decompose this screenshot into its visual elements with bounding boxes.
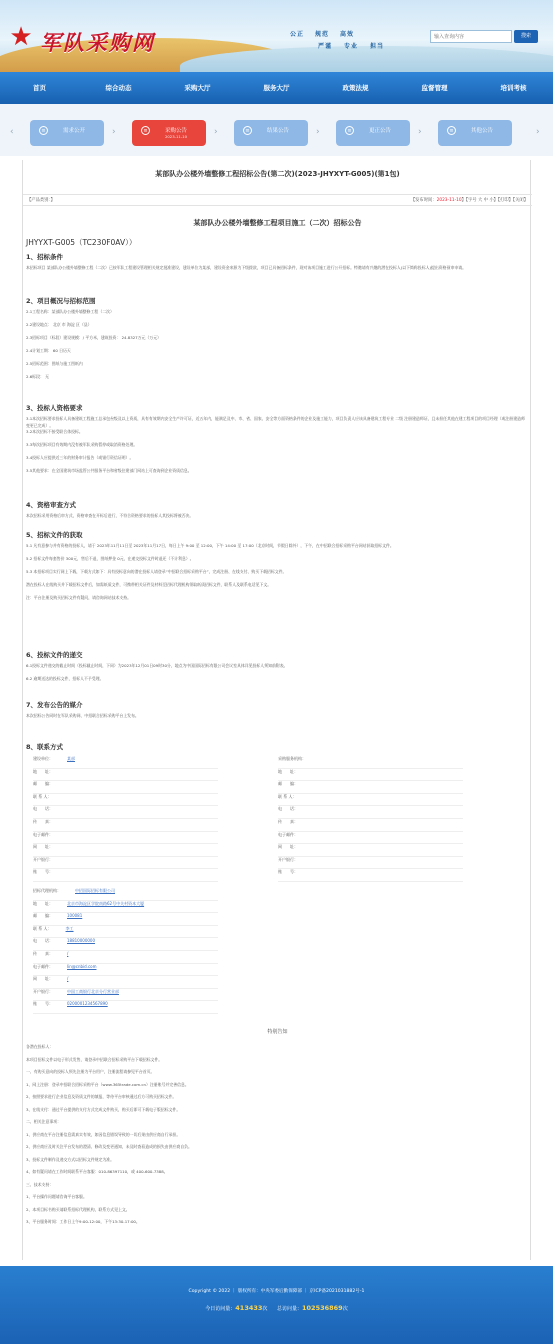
document-icon: ≡ <box>141 126 150 135</box>
contact-value: / <box>67 976 69 982</box>
contact-label: 招标代理机构： <box>33 888 61 893</box>
site-logo-text[interactable]: 军队采购网 <box>40 30 155 55</box>
footer-copyright: Copyright © 2022 ｜ 版权所有：中央军委后勤保障部 ｜ 京ICP备2021031882号-1 <box>188 1289 365 1294</box>
section-heading: 6、投标文件的递交 <box>26 651 83 659</box>
notice-line: 3、在线支付：通过平台提供的支付方式完成文件购买，购买后即可下载电子版招标文件。 <box>26 1106 181 1112</box>
document-title: 某部队办公楼外墙整修工程项目施工（二次）招标公告 <box>193 219 362 227</box>
notice-line: 三、技术支持： <box>26 1181 54 1187</box>
publish-time: 2023-11-10 <box>436 198 462 203</box>
document-code: JHYYXT-G005（TC230F0AV）） <box>26 238 137 247</box>
contact-label: 建设单位： <box>33 756 53 761</box>
section-paragraph: 本招标项目 某部队办公楼外墙整修工程（二次）已按军队工程建设管理相关规定批准建设，建设单位为某部，建设资金来源为下级拨款，项目已具备招标条件，现对该项目施工进行公开招标。特邀请有兴趣的潜在投标人(以下简称投标人)提出资格预审申请。 <box>26 265 467 270</box>
contact-row <box>278 832 463 845</box>
notice-line: 3、投标文件制作及递交方式以招标文件规定为准。 <box>26 1156 115 1162</box>
contact-row <box>33 989 218 1002</box>
contact-row <box>278 844 463 857</box>
chevron-right-icon: › <box>112 127 116 137</box>
section-paragraph: 5.1 凡有意参与并有资格的投标人，请于 2023年11月11日至 2023年11月17日，每日上午 9:00 至 12:00，下午 14:00 至 17:00（北京时间，节假日除外），下午，在中招联合招标采购平台网站获取招标文件。 <box>26 543 394 548</box>
contact-row <box>33 756 218 769</box>
notice-line: 1、供应商在平台注册信息需真实有效，如因信息错误导致的一切后果由供应商自行承担。 <box>26 1131 181 1137</box>
meta-actions[interactable]: 】【字号 大 中 小】【打印】【关闭】 <box>461 198 528 203</box>
section-heading: 8、联系方式 <box>26 743 64 751</box>
slogan-5: 专业 <box>344 43 359 50</box>
contacts-left <box>33 756 218 882</box>
product-category: 【产品类别：】 <box>27 198 55 203</box>
contact-value: 某部 <box>67 756 75 761</box>
nav-news[interactable]: 综合动态 <box>105 84 132 92</box>
contact-label: 联 系 人： <box>33 793 52 799</box>
step-result[interactable] <box>234 120 308 146</box>
notice-line: 二、相关注意事项： <box>26 1119 62 1124</box>
contact-row <box>33 901 218 914</box>
unit: 次 <box>342 1306 348 1312</box>
contact-label: 网 址： <box>33 844 53 850</box>
contact-row <box>33 781 218 794</box>
chevron-left-icon[interactable]: ‹ <box>10 127 14 137</box>
section-paragraph: 潜在投标人在线购买并下载招标文件后，如需纸质文件，可携带相关证件及材料至招标代理机构领取纸质招标文件，联系人及联系电话见下文。 <box>26 582 272 587</box>
section-heading: 1、招标条件 <box>26 253 64 261</box>
notice-line: 2、供应商应及时关注平台发布的澄清、修改及变更通知，未及时查看造成的损失由供应商自负。 <box>26 1144 192 1149</box>
contact-label: 邮 编： <box>33 913 53 919</box>
contact-row <box>33 1001 218 1014</box>
section-heading: 2、项目概况与招标范围 <box>26 297 96 305</box>
slogan-1: 公正 <box>290 31 305 38</box>
contact-label: 电 话： <box>33 806 53 812</box>
contact-row <box>278 819 463 832</box>
search-button[interactable]: 搜索 <box>514 30 538 43</box>
contact-row <box>278 794 463 807</box>
contact-label: 联 系 人： <box>278 793 297 799</box>
contact-row <box>33 832 218 845</box>
section-paragraph: 6.2 逾期送达的投标文件，招标人不予受理。 <box>26 676 104 681</box>
contact-value: 中招国际招标有限公司 <box>75 888 115 893</box>
contact-label: 电 话： <box>33 938 53 944</box>
contact-row <box>278 869 463 882</box>
contact-row <box>33 769 218 782</box>
contact-value: 中国工商银行北京分行营业部 <box>67 988 119 994</box>
contact-label: 电子邮件： <box>278 831 298 837</box>
chevron-right-icon: › <box>418 127 422 137</box>
nav-home[interactable]: 首页 <box>33 84 46 92</box>
today-visits: 413433 <box>235 1304 263 1312</box>
contact-label: 开户银行： <box>33 988 53 994</box>
contact-label: 传 真： <box>33 950 53 956</box>
nav-service-hall[interactable]: 服务大厅 <box>263 84 290 92</box>
contact-label: 网 址： <box>278 844 298 850</box>
slogan-4: 严谨 <box>318 43 333 50</box>
contact-row <box>33 794 218 807</box>
contact-label: 开户银行： <box>33 856 53 862</box>
nav-training[interactable]: 培训考核 <box>500 84 527 92</box>
contact-row <box>33 844 218 857</box>
section-heading: 5、招标文件的获取 <box>26 531 83 539</box>
star-logo-icon: ★ <box>9 22 33 52</box>
contact-value: 李工 <box>65 925 74 931</box>
notice-title: 特别告知 <box>267 1029 288 1035</box>
step-label: 其他公告 <box>470 128 493 134</box>
section-paragraph: 5.2 招标文件每套售价 300元，售后不退，图纸押金 0元，在递交投标文件时退还（不计利息）。 <box>26 556 194 561</box>
main-nav <box>0 72 553 104</box>
contact-row <box>33 857 218 870</box>
section-paragraph: 注：平台注册及购买招标文件有疑问，请咨询网站技术支持。 <box>26 595 132 600</box>
publish-time-label: 【发布时间： <box>410 198 437 203</box>
agency-contacts <box>33 888 218 1014</box>
contact-label: 账 号： <box>33 1001 53 1007</box>
contact-row <box>33 913 218 926</box>
step-other[interactable] <box>438 120 512 146</box>
section-paragraph: 6.1投标文件递交的截止时间（投标截止时间，下同）为2023年12月01日09时30分，地点为中国国际招标有限公司会议室具体详见投标人须知前附表。 <box>26 663 288 668</box>
contact-row <box>278 806 463 819</box>
section-heading: 7、发布公告的媒介 <box>26 701 83 709</box>
contact-row <box>33 976 218 989</box>
section-paragraph: 2.1工程名称：某部队办公楼外墙整修工程（二次） <box>26 309 114 314</box>
contact-label: 传 真： <box>33 818 53 824</box>
section-paragraph: 2.3招标项目（标段）建设规模：/ 平方米，建筑投资： 24.8327万元（万元） <box>26 335 161 340</box>
section-paragraph: 本次招标公告同时在军队采购网、中招联合招标采购平台上发布。 <box>26 713 139 718</box>
search-input[interactable] <box>430 30 512 43</box>
contact-label: 电子邮件： <box>33 963 53 969</box>
contact-row <box>278 781 463 794</box>
notice-line: 1、平台操作问题请咨询平台客服。 <box>26 1194 87 1199</box>
slogan-2: 规范 <box>315 31 330 38</box>
notice-line: 3、平台服务时间：工作日上午9:00-12:00，下午13:30-17:00。 <box>26 1219 140 1224</box>
contact-label: 传 真： <box>278 818 298 824</box>
step-label: 需求公开 <box>62 128 85 134</box>
contact-row <box>33 806 218 819</box>
section-paragraph: 本次招标采用资格后审方式，资格审查在开标后进行，不符合资格要求的投标人其投标将被否决。 <box>26 513 194 518</box>
article-content <box>22 160 531 1260</box>
contact-value: 18810000000 <box>67 938 95 944</box>
step-label: 更正公告 <box>368 128 391 134</box>
section-paragraph: 3.3每次招标项目有效期内没有被军队采购暂停或取消资格处理。 <box>26 442 138 447</box>
section-paragraph: 2.2建设地点： 北京 市 海淀 区（县） <box>26 322 92 327</box>
step-correction[interactable] <box>336 120 410 146</box>
contact-value: lin@cnbid.com <box>67 963 97 969</box>
contact-label: 邮 编： <box>33 781 53 787</box>
notice-type-steps <box>0 104 553 156</box>
contact-label: 账 号： <box>278 869 298 875</box>
contact-label: 开户银行： <box>278 856 298 862</box>
section-paragraph: 5.3 本招标项目实行网上下载，下载方式如下：具有投标意向的潜在投标人请登录“中招联合招标采购平台”，完成注册、在线支付、购买下载招标文件。 <box>26 569 287 574</box>
document-icon: ≡ <box>345 126 354 135</box>
section-heading: 3、投标人资格要求 <box>26 404 83 412</box>
contact-label: 联 系 人： <box>33 925 52 931</box>
notice-line: 1、网上注册：登录中招联合招标采购平台（www.365trade.com.cn）注册账号并完善信息。 <box>26 1081 189 1087</box>
chevron-right-icon[interactable]: › <box>536 127 540 137</box>
article-title: 某部队办公楼外墙整修工程招标公告(第二次)(2023-JHYXYT-G005)(第1包) <box>155 170 400 178</box>
notice-line: 一、有购买意向的投标人须先注册为平台用户，注册流程请参见平台首页。 <box>26 1069 155 1074</box>
nav-policy[interactable]: 政策法规 <box>342 84 369 92</box>
contacts-right <box>278 756 463 882</box>
contact-label: 账 号： <box>33 869 53 875</box>
step-demand[interactable] <box>30 120 104 146</box>
section-paragraph: 3.2本次招标不接受联合体投标。 <box>26 429 83 434</box>
step-date: 2023-11-10 <box>164 134 188 139</box>
slogan-3: 高效 <box>340 31 355 38</box>
notice-line: 2、本项目标书购买请联系招标代理机构，联系方式见上文。 <box>26 1206 130 1212</box>
contact-row <box>278 857 463 870</box>
contact-value: 100081 <box>67 913 83 919</box>
notice-line: 本项目招标文件以电子形式发售，请登录中招联合招标采购平台下载招标文件。 <box>26 1056 163 1062</box>
contact-label: 网 址： <box>33 976 53 982</box>
section-paragraph: 2.4计划工期： 60 日历天 <box>26 348 71 353</box>
contact-label: 电子邮件： <box>33 831 53 837</box>
section-heading: 4、资格审查方式 <box>26 501 77 509</box>
site-footer <box>0 1266 553 1344</box>
footer-visits <box>0 1304 553 1312</box>
document-icon: ≡ <box>447 126 456 135</box>
meta-right <box>411 195 528 206</box>
contact-row <box>278 769 463 782</box>
contact-label: 地 址： <box>278 768 298 774</box>
document-icon: ≡ <box>243 126 252 135</box>
contact-label: 邮 编： <box>278 781 298 787</box>
contact-row <box>33 819 218 832</box>
section-paragraph: 3.4投标人应提供近三年的财务审计报告（或银行资信证明）。 <box>26 455 134 460</box>
contact-label: 地 址： <box>33 768 53 774</box>
total-visits: 102536869 <box>302 1304 343 1312</box>
contact-row <box>33 926 218 939</box>
notice-line: 各潜在投标人： <box>26 1044 54 1049</box>
step-procurement[interactable] <box>132 120 206 146</box>
document-icon: ≡ <box>39 126 48 135</box>
nav-supervision[interactable]: 监督管理 <box>421 84 448 92</box>
contact-row <box>33 938 218 951</box>
notice-line: 4、如有疑问请在工作时间联系平台客服：010-86397110，或 400-600-7388。 <box>26 1169 168 1174</box>
contact-label: 采购服务机构： <box>278 756 306 761</box>
section-paragraph: 2.5招标范围：图纸与施工图纸内 <box>26 361 83 366</box>
step-label: 结果公告 <box>266 128 289 134</box>
chevron-right-icon: › <box>316 127 320 137</box>
contact-row <box>278 756 463 769</box>
step-label: 采购公告 <box>164 128 187 134</box>
contact-row <box>33 888 218 901</box>
section-paragraph: 3.1本次招标要求投标人具备建筑工程施工总承包叁级及以上资质，具有有效期内安全生产许可证，近五年内，能满足及中、市、省、国家、安全等方面资格条件的企业及施工能力，项目负责人应该具备建筑工程专业 二级 注册建造师证，且未担任其他在建工程项目的项目经理（或注册建造师变更已完成）。 <box>26 416 525 428</box>
unit: 次 <box>262 1306 268 1312</box>
contact-value: / <box>67 950 69 956</box>
site-header <box>0 0 553 72</box>
contact-value: 0200001234567890 <box>67 1001 108 1007</box>
contact-value: 北京市海淀区学院南路62号中关村资本大厦 <box>67 900 145 906</box>
article-meta-bar <box>23 194 532 206</box>
total-visits-label: 总访问量： <box>276 1306 302 1312</box>
chevron-right-icon: › <box>214 127 218 137</box>
notice-line: 2、按照要求进行企业信息及资质文件的填报，等待平台审核通过后方可购买招标文件。 <box>26 1094 177 1099</box>
contact-row <box>33 964 218 977</box>
nav-procurement-hall[interactable]: 采购大厅 <box>184 84 211 92</box>
section-paragraph: 3.5其他要求：在全国建筑市场监管公共服务平台和省级住建部门网站上可查询到企业资质信息。 <box>26 468 192 473</box>
contact-row <box>33 869 218 882</box>
contact-label: 电 话： <box>278 806 298 812</box>
today-visits-label: 今日访问量： <box>205 1306 236 1312</box>
slogan-6: 担当 <box>370 43 385 50</box>
contact-row <box>33 951 218 964</box>
contact-label: 地 址： <box>33 900 53 906</box>
section-paragraph: 2.6标段： 无 <box>26 374 49 379</box>
